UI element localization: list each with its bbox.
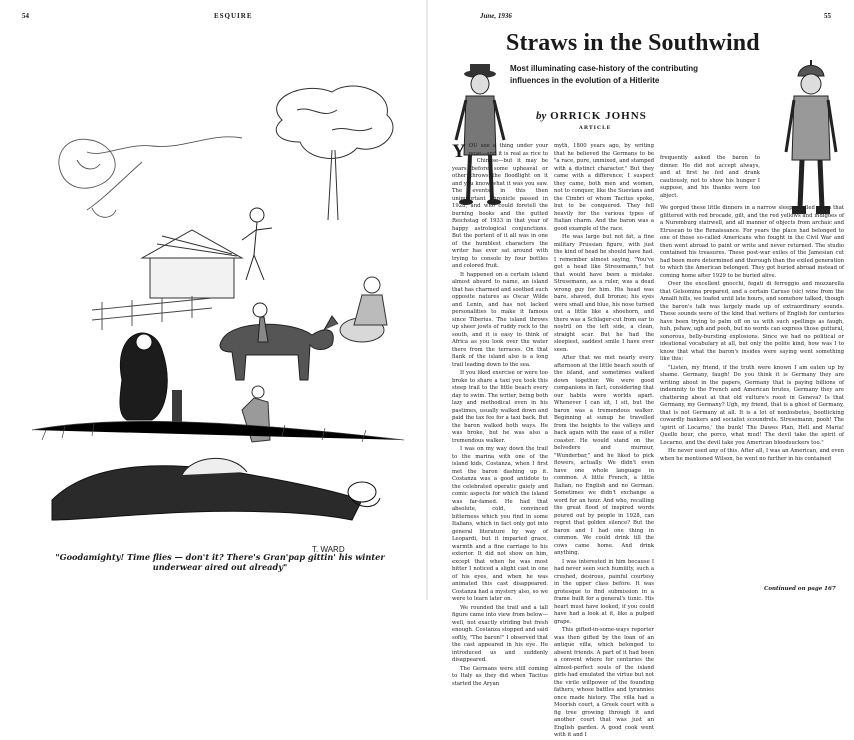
article-column-3-top (660, 155, 760, 205)
article-column-1 (452, 141, 548, 687)
paragraph: The Germans were still coming to Italy as they did when Tacitus started the Aryan (452, 665, 548, 687)
article-byline (536, 110, 647, 122)
paragraph: "Listen, my friend, if the truth were known I am eaten up by shame. Germany, faugh! Do you think it is Germany they are writing about in the papers, Germany that is paying billions of indemnity to the French and American brutes, Germany they are chattering about at that old vulture's roost in Geneva? Is that Germany, my Germany? Ugh, my friend, that is a ghost of Germany, that is not Germany at all. It is a lot of nonlosbetes, bootlicking cowardly bankers and socialist scoundrels. Stresemann, pooh! The 'spirit of Locarno,' the bunk! The Dawes Plan, Hell and Maria! Quelle bour, che porco, what mud! The devil take the spirit of Locarno, and the devil take you American bloodsuckers too." (660, 364, 844, 446)
paragraph: This gifted-in-some-ways reporter was then gifted by the loan of an antique villa, which belonged to absent friends. A part of it had been a convent where for centuries the almost-perfect souls of the island girls had emulated the virtue but not the virile willpower of the founding fathers, whose battles and tyrannies once made history. The villa had a Moorish court, a Greek court with a fig tree growing through it and another court that was just an English garden. A good cook went with it and I (554, 627, 654, 738)
continued-note: Continued on page 167 (764, 586, 836, 592)
cartoon-signature: T. WARD (312, 545, 345, 554)
article-column-2 (554, 143, 654, 738)
left-page (0, 0, 426, 600)
paragraph: He was large but not fat, a fine military Prussian figure, with just the kind of head he should have had. I remember almost saying, "You've got a head like Stresemann," but that would have been a mistake. Stresemann, as a ruler, was a dead wrong guy for him. His head was bare, shaved, dull bronze; his eyes were small and blue, his nose turned out a little like a shoehorn, and there was a Schlager-cut from ear to nostril on the left side, a clean, straight scar. But he had the sleepiest, saddest smile I have ever seen. (554, 234, 654, 353)
paragraph: If you liked exercise or were too broke to share a taxi you took this steep trail to the little beach every day to swim. The writer, being both lazy and methodical even in his pastimes, usually walked down and paid the tax fee for a taxi back. But the baron walked both ways. He was broke, but he was also a tremendous walker. (452, 370, 548, 444)
right-page-number: 55 (824, 12, 831, 20)
article-column-3 (660, 205, 844, 590)
drop-cap: Y (452, 141, 466, 162)
right-page (428, 0, 854, 738)
helmeted-soldier-illustration (780, 60, 842, 220)
paragraph: I was interested in him because I had never seen such humility, such a crushed, desirous, painful courtesy in the upper class before. It was grotesque to find submission in a frame built for a general's tunic. His heart must have looked, if you could have had a look at it, like a pulped grape. (554, 558, 654, 625)
cartoon-caption: "Goodamighty! Time flies — don't it? There's Gran'pap gittin' his winter underwear aired out already" (55, 552, 385, 572)
cartoon-illustration (32, 80, 404, 560)
paragraph: He never used any of this. After all, I was an American, and even when he mentioned Wilson, he went no further in his contained (660, 448, 844, 462)
magazine-name: ESQUIRE (214, 12, 253, 20)
article-title: Straws in the Southwind (506, 30, 760, 56)
paragraph: Over the excellent gnocchi, fegati di ferreggio and mozzarella that Gelsomina prepared, and a certain Caruso (sic) wine from the Amalfi hills, we loafed until late hours, and somehow talked, though the baron's talk was largely made up of extraordinary sounds. These sounds were of the kind that writers of English for centuries have been trying to palm off on us with such spellings as faugh, huh, pshaw, ugh and pooh, but no words can express those guttural, sonorous, belly-bursting explosions. Since we had no political or ideational vocabulary at all, but only the polite kind, how was I to know that what the baron's insides were saying went something like this: (660, 281, 844, 362)
issue-date: June, 1936 (480, 12, 512, 20)
paragraph: We rounded the trail and a tall figure came into view from below—well, not exactly striding but fresh enough. Costanza stopped and said softly, "The baron!" I observed that the cast appeared in his eye. He introduced us and suddenly disappeared. (452, 604, 548, 663)
paragraph: We gorged these little dinners in a narrow sleepy-walled salon that glittered with red brocade, gilt, and the red yellows and indigoes of a Nuremburg stairwell, and all manner of objects from archaic and Etruscan to the Renaissance. For years the place had belonged to one of those so-called Americans who fought in the Civil War and then went abroad to paint or write and never returned. The studio contained his treasures. These post-war exiles of the Jamesian cut had been more determined and thorough than the exiled generation to which the American belonged. They got buried abroad instead of coming home after 1929 to be buried alive. (660, 205, 844, 279)
paragraph: myth, 1800 years ago, by writing that he believed the Germans to be "a race, pure, unmixed, and stamped with a distinct character." But they came with a difference; I suspect they came, both men and women, not to conquer, like the Suevians and the Cimbri of whom Tacitus spoke, but to be conquered. They fell heavily for the various types of Italian charm. And the baron was a good example of the race. (554, 143, 654, 232)
author-name: ORRICK JOHNS (550, 110, 647, 122)
article-tag: ARTICLE (579, 125, 612, 131)
paragraph: frequently asked the baron to dinner. He did not accept always, and at first he fed and drank cautiously, not to show his hunger I suppose, and his thanks were too abject. (660, 155, 760, 199)
article-deck: Most illuminating case-history of the contributing influences in the evolution of a Hitlerite (510, 64, 699, 85)
paragraph: YOU see a thing under your nose—and it is real as rice to a Chinese—but it may be years before some upheaval or other throws the floodlight on it and you know what it was you saw. The events in this then unimportant chronicle passed in 1928, and who could foretell the burning books and the gutted Reichstag of 1933 in that year of happy astrological conjunctions. But the portent of it all was in one of the humblest characters the writer has ever sat around with trying to console by four bottles and colored fruit. (452, 141, 548, 269)
paragraph: It happened on a certain island almost absurd to name, an island that has charmed and soothed such opposite natures as Oscar Wilde and Lenin, and has not lacked personalities to make it famous since Tiberius. The island throws up sheer jowls of ruddy rock to the south, and it is easy to think of Africa as you look over the water there from the terraces. On that flank of the island also is a long trail leading down to the sea. (452, 271, 548, 368)
byline-by: by (536, 110, 547, 122)
paragraph: After that we met nearly every afternoon at the little beach south of the island, and sometimes walked down together. We were good companions in fact, considering that our habits were worlds apart. Whenever I can sit, I sit, but the baron was a tremendous walker. Beginning at sunup he travelled from the heights to the valleys and back again with the ease of a roller coaster. He would stand on the belvedere and murmur, "Wunderbar," and he liked to pick flowers, actually. We didn't even have one whole language in common. A little French, a little Italian, no English and no German. Sometimes we didn't exchange a word for an hour. And who, recalling the great flood of inspired words poured out by people in 1928, can regret that golden silence? But the baron and I had one thing in common. We could drink till the cows came home. And drink anything. (554, 355, 654, 556)
left-page-number: 54 (22, 12, 29, 20)
paragraph: I was on my way down the trail to the marina with one of the island kids, Costanza, when I first met the baron dashing up it. Costanza was a good antidote to the celebrated operatic gaiety and comic aspects for which the island was far-famed. He had that absolute, cold, convinced bitterness which you find in some Italians, which in fact only got into general literature by way of Leopardi, but it imparted grace, warmth and a fine carriage to his exterior. It did not show on him, except that when he was most bitter I noticed a slight cast in one of his eyes, and when he was animated this cast disappeared. Costanza had a mystery also, so we were to learn later on. (452, 446, 548, 602)
